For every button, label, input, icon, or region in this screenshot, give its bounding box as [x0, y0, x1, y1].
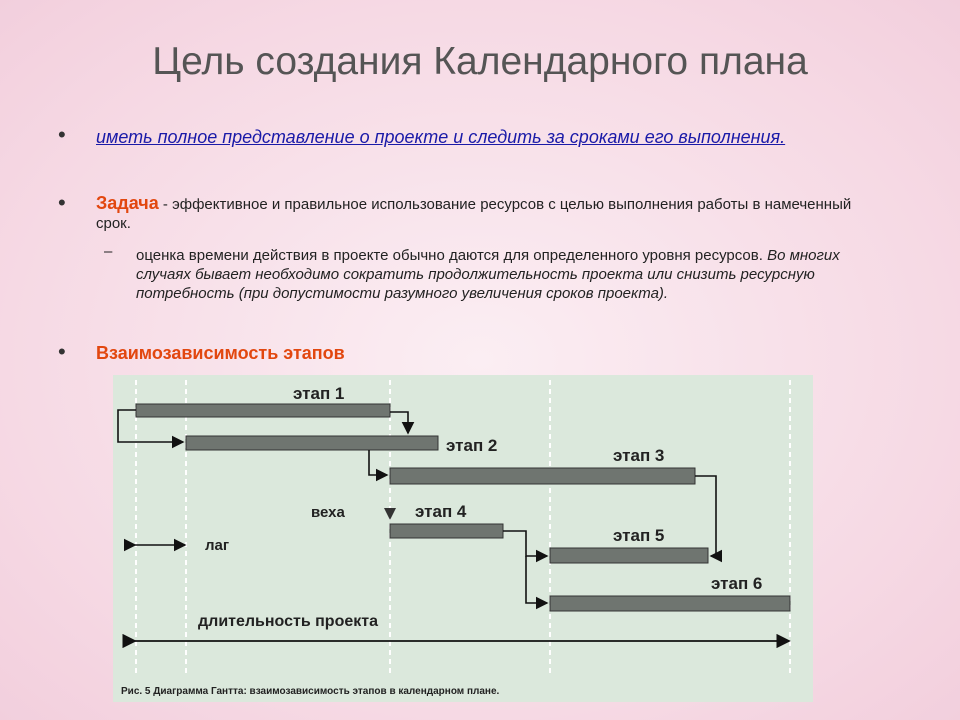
- gantt-bar-stage-3: [390, 468, 695, 484]
- figure-caption: Рис. 5 Диаграмма Гантта: взаимозависимость этапов в календарном плане.: [121, 686, 500, 697]
- stage-label-1: этап 1: [293, 384, 345, 403]
- bullet-goal-link[interactable]: иметь полное представление о проекте и следить за сроками его выполнения.: [96, 127, 786, 147]
- sub-bullet-dash: –: [104, 243, 113, 260]
- duration-label: длительность проекта: [198, 613, 378, 630]
- sub-bullet-text: [136, 246, 896, 303]
- gantt-bar-stage-1: [136, 404, 390, 417]
- sub-text-italic: Во многих случаях бывает необходимо сократить продолжительность проекта или снизить ресурсную потребность (при допустимости разумного увеличения сроков проекта).: [136, 247, 840, 302]
- gantt-bar-stage-5: [550, 548, 708, 563]
- slide-title: Цель создания Календарного плана: [152, 40, 808, 83]
- bullet-marker: •: [58, 122, 66, 147]
- gantt-bar-stage-4: [390, 524, 503, 538]
- gantt-bar-stage-2: [186, 436, 438, 450]
- stage-label-4: этап 4: [415, 502, 467, 521]
- lag-label: лаг: [205, 537, 230, 554]
- sub-text-normal: оценка времени действия в проекте обычно даются для определенного уровня ресурсов.: [136, 247, 768, 264]
- stage-label-5: этап 5: [613, 526, 665, 545]
- milestone-icon: [384, 508, 396, 520]
- stage-label-3: этап 3: [613, 446, 665, 465]
- gantt-bar-stage-6: [550, 596, 790, 611]
- bullet-dependency-heading: Взаимозависимость этапов: [96, 343, 345, 363]
- bullet-marker: •: [58, 190, 66, 215]
- milestone-label: веха: [311, 504, 345, 521]
- task-text: - эффективное и правильное использование ресурсов с целью выполнения работы в намеченный срок.: [96, 196, 852, 232]
- task-label: Задача: [96, 193, 159, 213]
- bullet-task: [96, 194, 876, 233]
- stage-label-6: этап 6: [711, 574, 763, 593]
- gantt-diagram: [113, 375, 813, 702]
- stage-label-2: этап 2: [446, 436, 498, 455]
- gantt-figure: [113, 375, 813, 702]
- bullet-marker: •: [58, 339, 66, 364]
